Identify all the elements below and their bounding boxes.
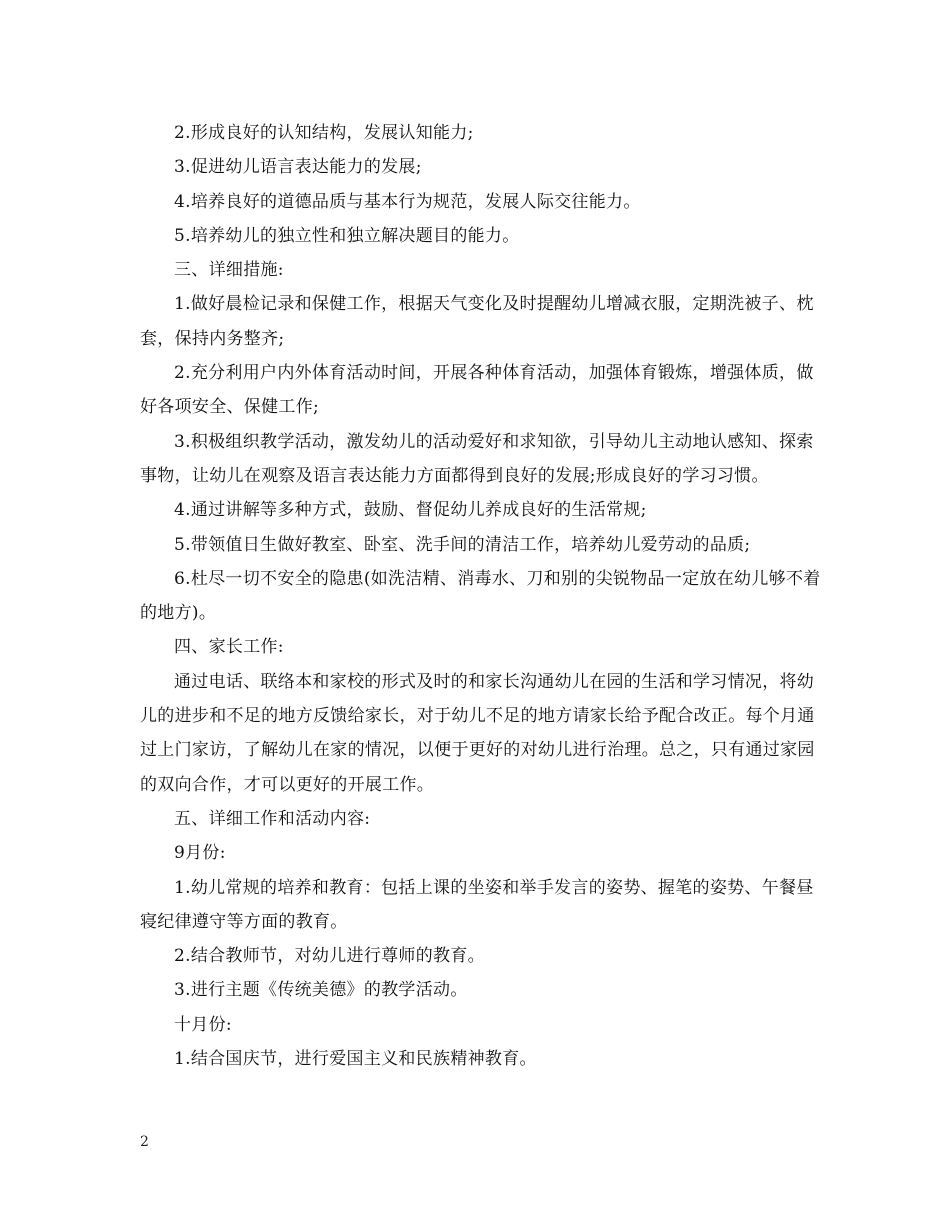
paragraph-goal-3: 3.促进幼儿语言表达能力的发展; [174, 157, 422, 178]
paragraph-parents: 通过电话、联络本和家校的形式及时的和家长沟通幼儿在园的生活和学习情况，将幼儿的进步和不足的地方反馈给家长，对于幼儿不足的地方请家长给予配合改正。每个月通过上门家访，了解幼儿在家的情况，以便于更好的对幼儿进行治理。总之，只有通过家园的双向合作，才可以更好的开展工作。 [140, 671, 815, 795]
paragraph-september-2: 2.结合教师节，对幼儿进行尊师的教育。 [174, 946, 485, 967]
paragraph-measure-1: 1.做好晨检记录和保健工作，根据天气变化及时提醒幼儿增减衣服，定期洗被子、枕套，保持内务整齐; [140, 294, 814, 349]
section-heading-parents: 四、家长工作: [174, 637, 284, 658]
paragraph-october-1: 1.结合国庆节，进行爱国主义和民族精神教育。 [174, 1049, 537, 1070]
page-number: 2 [140, 1134, 149, 1150]
paragraph-measure-3: 3.积极组织教学活动，激发幼儿的活动爱好和求知欲，引导幼儿主动地认感知、探索事物，让幼儿在观察及语言表达能力方面都得到良好的发展;形成良好的学习习惯。 [140, 431, 814, 486]
paragraph-goal-2: 2.形成良好的认知结构，发展认知能力; [174, 123, 474, 143]
section-heading-measures: 三、详细措施: [174, 260, 284, 281]
paragraph-measure-2: 2.充分利用户内外体育活动时间，开展各种体育活动，加强体育锻炼，增强体质，做好各项安全、保健工作; [140, 363, 814, 418]
paragraph-measure-4: 4.通过讲解等多种方式，鼓励、督促幼儿养成良好的生活常规; [174, 500, 647, 521]
section-heading-activities: 五、详细工作和活动内容: [174, 808, 371, 829]
paragraph-measure-6: 6.杜尽一切不安全的隐患(如洗洁精、消毒水、刀和别的尖锐物品一定放在幼儿够不着的地方)。 [140, 568, 821, 624]
paragraph-goal-4: 4.培养良好的道德品质与基本行为规范，发展人际交往能力。 [174, 191, 641, 212]
month-heading-september: 9月份: [174, 843, 226, 864]
month-heading-october: 十月份: [174, 1014, 232, 1035]
paragraph-september-3: 3.进行主题《传统美德》的教学活动。 [174, 980, 468, 1001]
paragraph-goal-5: 5.培养幼儿的独立性和独立解决题目的能力。 [174, 225, 520, 246]
document-body [140, 116, 830, 1076]
paragraph-september-1: 1.幼儿常规的培养和教育：包括上课的坐姿和举手发言的姿势、握笔的姿势、午餐昼寝纪律遵守等方面的教育。 [140, 877, 814, 932]
paragraph-measure-5: 5.带领值日生做好教室、卧室、洗手间的清洁工作，培养幼儿爱劳动的品质; [174, 534, 751, 555]
